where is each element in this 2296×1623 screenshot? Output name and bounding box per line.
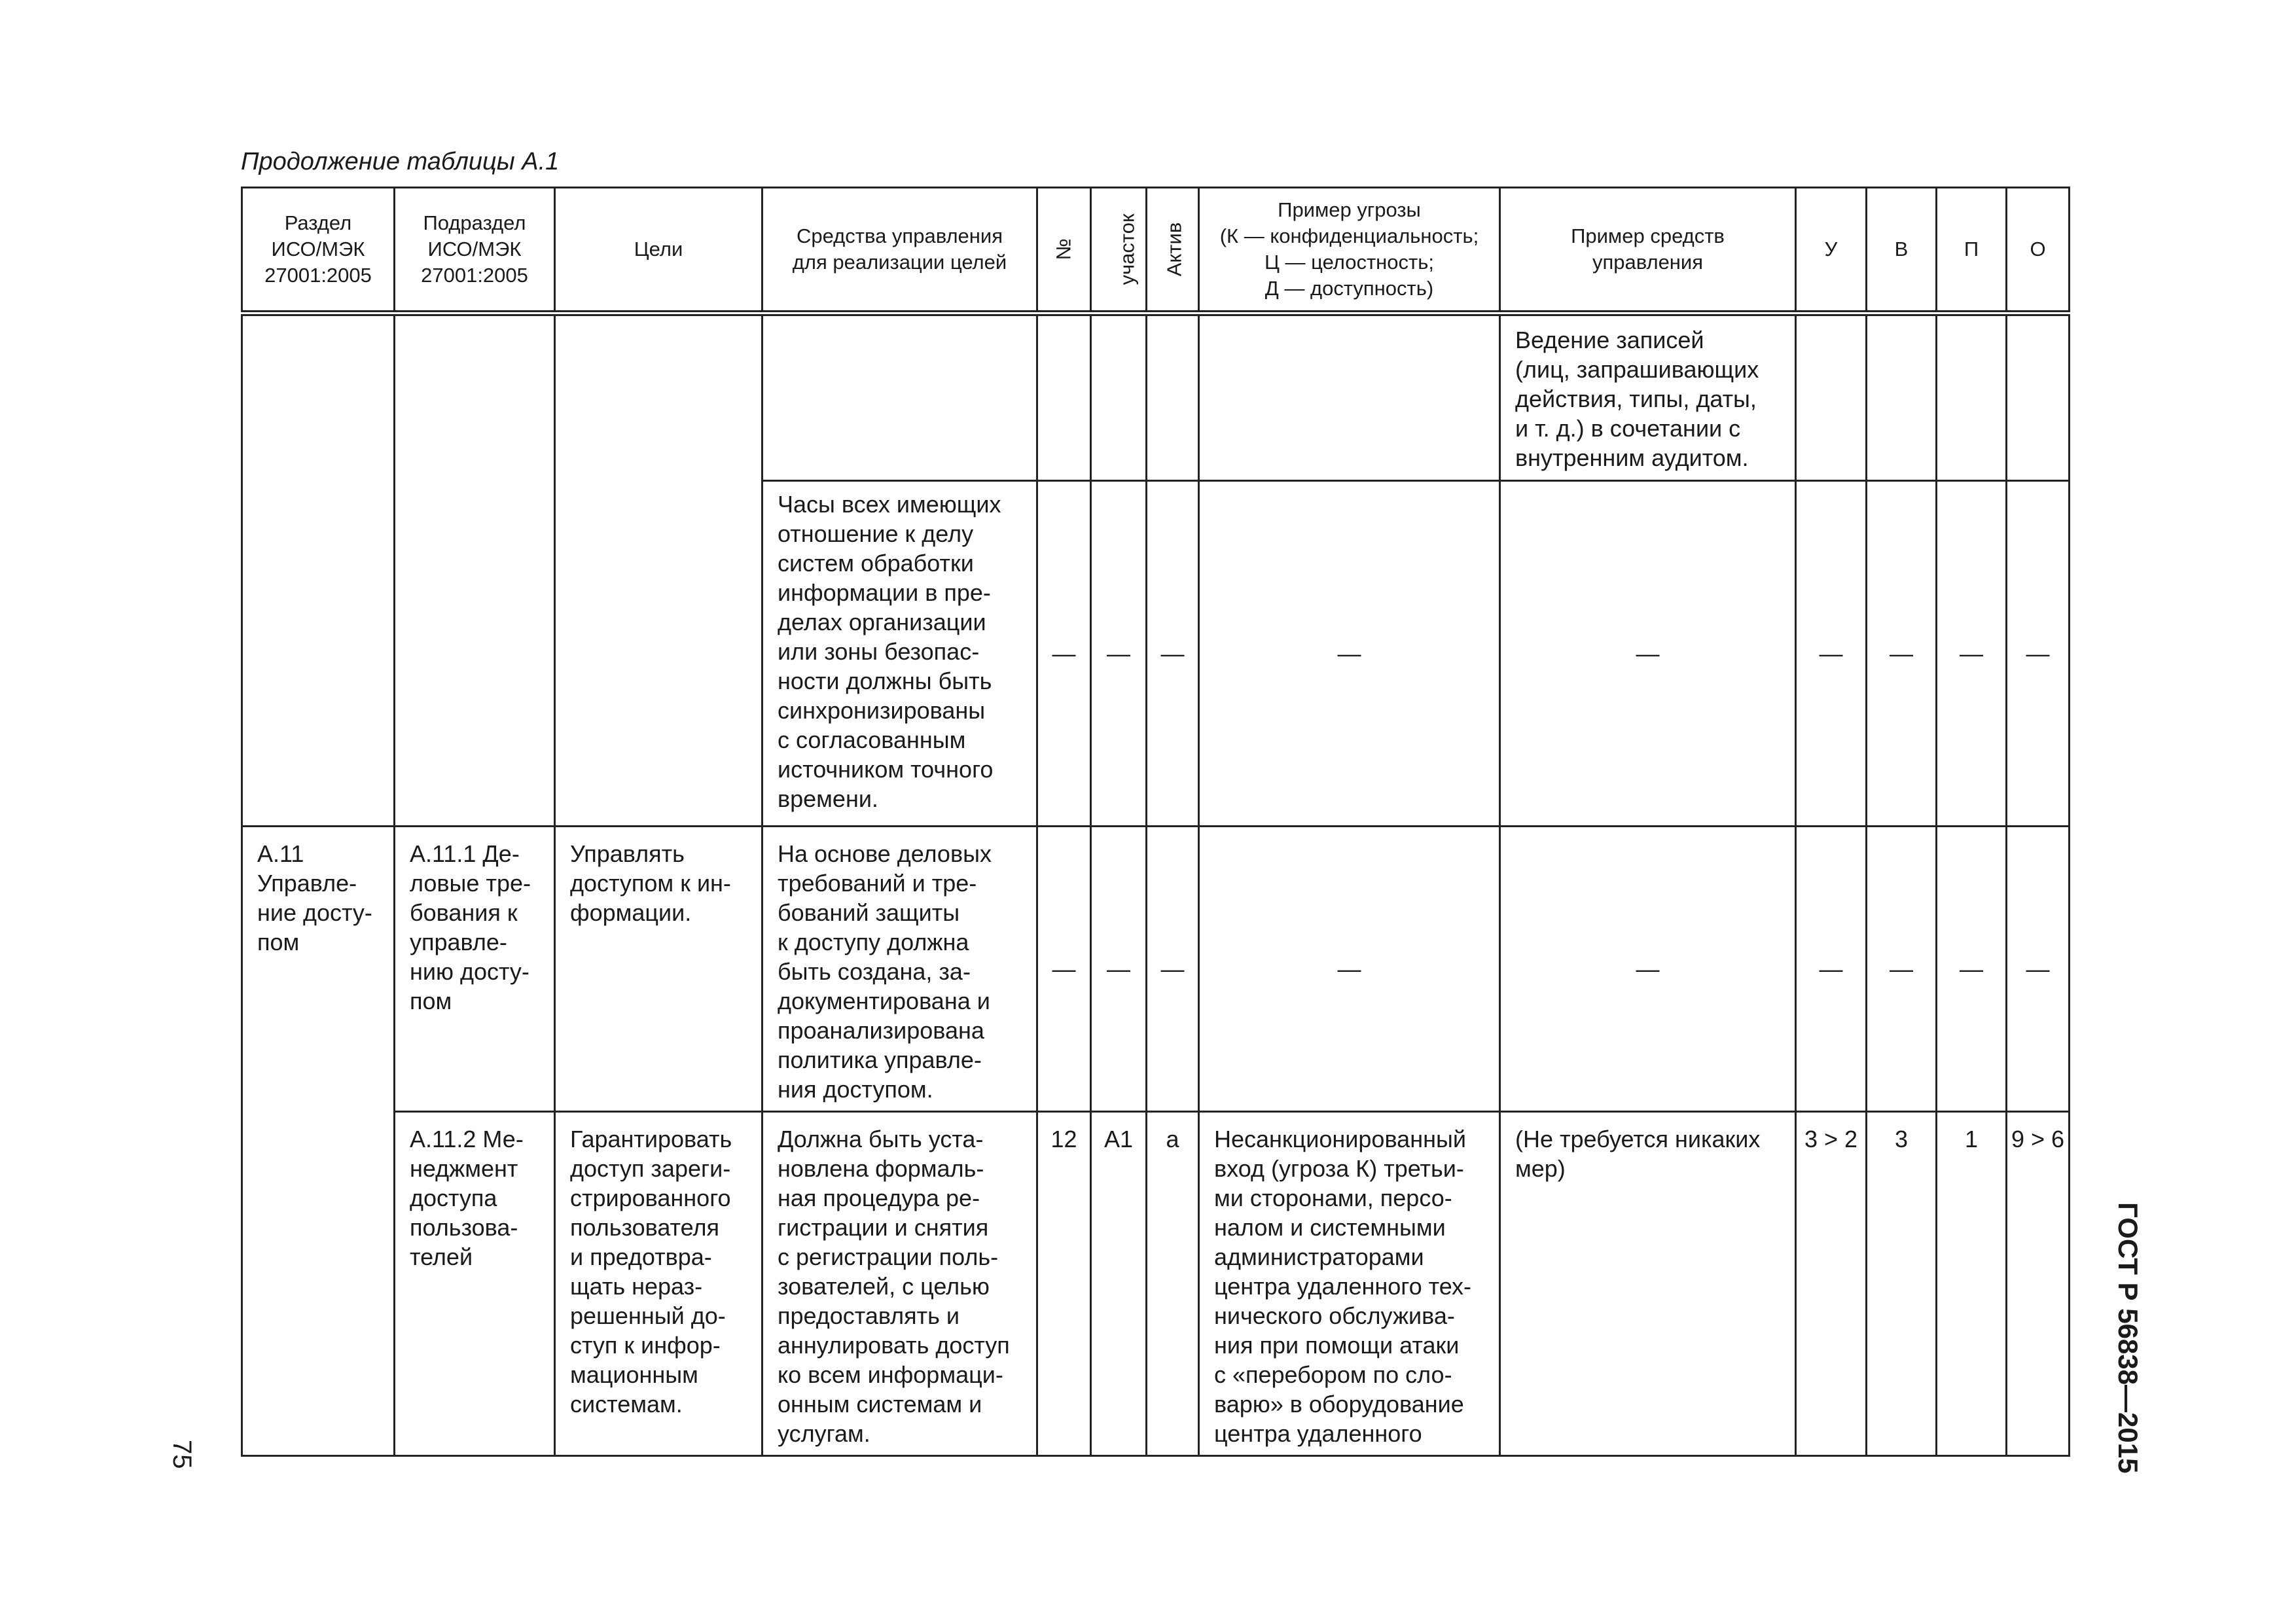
table-row	[242, 313, 2070, 481]
cell-v: —	[1867, 481, 1937, 827]
cell-area: А1	[1091, 1112, 1147, 1456]
cell-subsection-empty	[395, 313, 555, 827]
cell-subsection: А.11.2 Ме- неджмент доступа пользова- телей	[395, 1112, 555, 1456]
cell-area: —	[1091, 827, 1147, 1112]
cell-u: —	[1796, 827, 1867, 1112]
cell-u: 3 > 2	[1796, 1112, 1867, 1456]
cell-area: —	[1091, 481, 1147, 827]
header-asset	[1147, 188, 1199, 313]
cell-area-empty	[1091, 313, 1147, 481]
cell-p-empty	[1937, 313, 2007, 481]
cell-threat-empty	[1199, 313, 1500, 481]
header-number	[1037, 188, 1091, 313]
cell-p: —	[1937, 481, 2007, 827]
cell-v-empty	[1867, 313, 1937, 481]
cell-control-example: Ведение записей (лиц, запрашивающих действия, типы, даты, и т. д.) в сочетании с внутренним аудитом.	[1500, 313, 1796, 481]
cell-subsection: А.11.1 Де- ловые тре- бования к управле- нию досту- пом	[395, 827, 555, 1112]
header-subsection: Подраздел ИСО/МЭК 27001:2005	[395, 188, 555, 313]
cell-asset: —	[1147, 481, 1199, 827]
cell-section-empty	[242, 313, 395, 827]
cell-p: —	[1937, 827, 2007, 1112]
cell-goals-empty	[555, 313, 762, 827]
cell-o: 9 > 6	[2007, 1112, 2070, 1456]
header-v: В	[1867, 188, 1937, 313]
cell-means: На основе деловых требований и тре- бований защиты к доступу должна быть создана, за- документирована и проанализирована политика управле- ния доступом.	[762, 827, 1037, 1112]
cell-p: 1	[1937, 1112, 2007, 1456]
cell-o: —	[2007, 481, 2070, 827]
header-p: П	[1937, 188, 2007, 313]
header-u: У	[1796, 188, 1867, 313]
cell-o-empty	[2007, 313, 2070, 481]
header-area-label: участок	[1115, 213, 1139, 285]
cell-threat: Несанкционированный вход (угроза К) третьи- ми сторонами, персо- налом и системными администраторами центра удаленного тех- нического обслужива- ния при помощи атаки с «перебором по сло- варю» в оборудование центра удаленного	[1199, 1112, 1500, 1456]
header-asset-label: Актив	[1162, 222, 1186, 277]
header-o: О	[2007, 188, 2070, 313]
header-row	[242, 188, 2070, 313]
header-control-example: Пример средств управления	[1500, 188, 1796, 313]
cell-goals: Управлять доступом к ин- формации.	[555, 827, 762, 1112]
header-number-label: №	[1052, 238, 1075, 260]
cell-goals: Гарантировать доступ зареги- стрированного пользователя и предотвра- щать нераз- решенный до- ступ к инфор- мационным системам.	[555, 1112, 762, 1456]
cell-means: Должна быть уста- новлена формаль- ная процедура ре- гистрации и снятия с регистрации поль- зователей, с целью предоставлять и аннулировать доступ ко всем информаци- онным системам и услугам.	[762, 1112, 1037, 1456]
cell-number-empty	[1037, 313, 1091, 481]
cell-threat: —	[1199, 827, 1500, 1112]
page-number: 75	[168, 1440, 196, 1469]
cell-u: —	[1796, 481, 1867, 827]
cell-means: Часы всех имеющих отношение к делу систем обработки информации в пре- делах организации или зоны безопас- ности должны быть синхронизированы с согласованным источником точного времени.	[762, 481, 1037, 827]
cell-section: А.11 Управле- ние досту- пом	[242, 827, 395, 1456]
cell-control-example: —	[1500, 481, 1796, 827]
cell-v: —	[1867, 827, 1937, 1112]
cell-asset: —	[1147, 827, 1199, 1112]
cell-number: —	[1037, 481, 1091, 827]
table-row	[242, 827, 2070, 1112]
threat-table	[241, 187, 2070, 1457]
cell-number: —	[1037, 827, 1091, 1112]
cell-control-example: —	[1500, 827, 1796, 1112]
header-goals: Цели	[555, 188, 762, 313]
cell-v: 3	[1867, 1112, 1937, 1456]
header-threat: Пример угрозы (К — конфиденциальность; Ц — целостность; Д — доступность)	[1199, 188, 1500, 313]
standard-code: ГОСТ Р 56838—2015	[2113, 1202, 2144, 1474]
table-caption: Продолжение таблицы А.1	[241, 148, 560, 175]
header-means: Средства управления для реализации целей	[762, 188, 1037, 313]
cell-control-example: (Не требуется никаких мер)	[1500, 1112, 1796, 1456]
cell-means-empty	[762, 313, 1037, 481]
cell-threat: —	[1199, 481, 1500, 827]
cell-u-empty	[1796, 313, 1867, 481]
cell-asset-empty	[1147, 313, 1199, 481]
cell-number: 12	[1037, 1112, 1091, 1456]
header-area	[1091, 188, 1147, 313]
cell-o: —	[2007, 827, 2070, 1112]
table-row	[242, 1112, 2070, 1456]
cell-asset: a	[1147, 1112, 1199, 1456]
header-section: Раздел ИСО/МЭК 27001:2005	[242, 188, 395, 313]
